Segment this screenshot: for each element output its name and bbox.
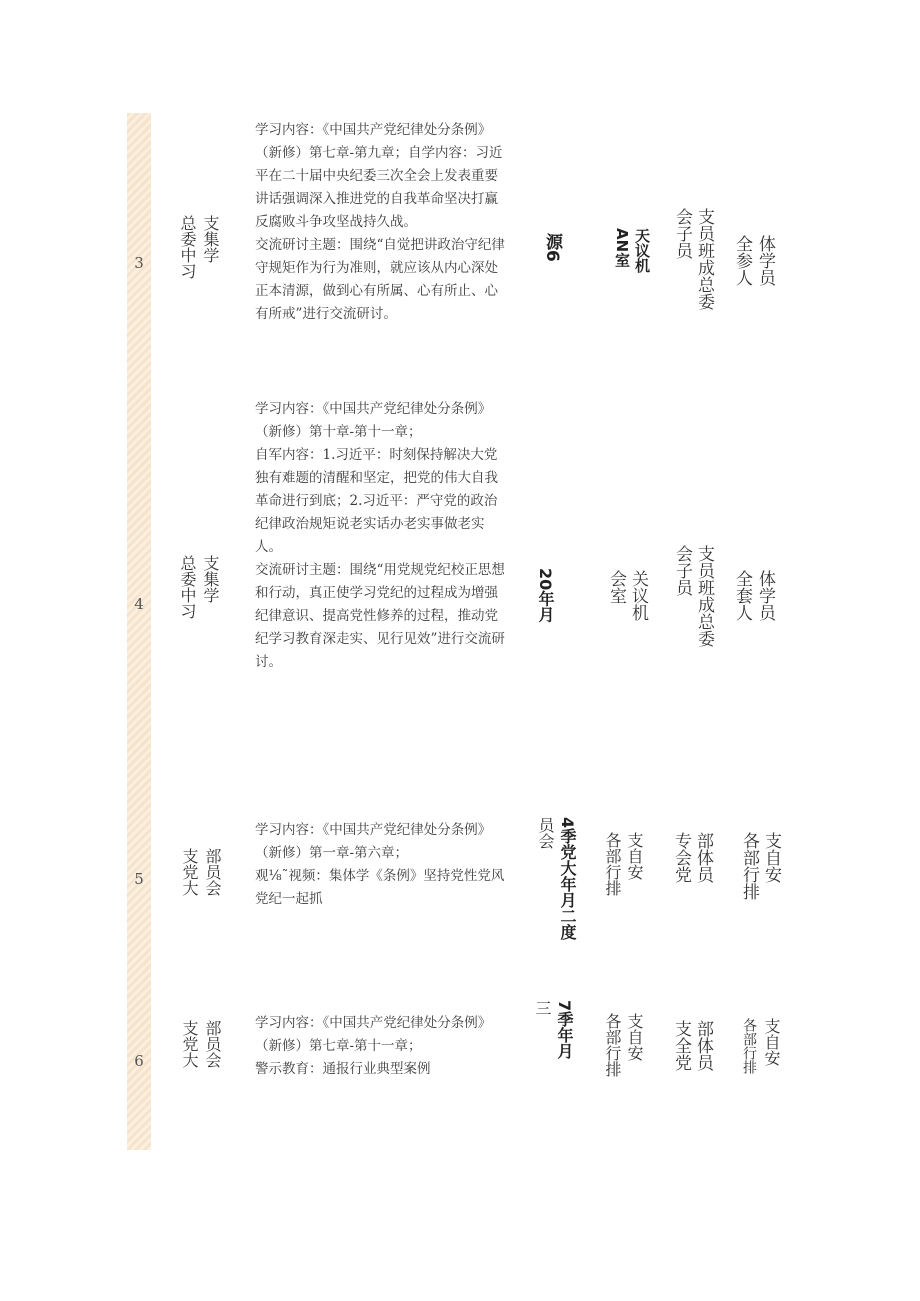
time-cell: 7季年月 三 (533, 1000, 574, 1060)
location-cell: 支自安 各部行排 (603, 832, 644, 896)
form-cell: 支集学 总委中习 (178, 215, 220, 279)
form-cell: 支集学 总委中习 (178, 555, 220, 619)
time-cell: 20年月 (536, 568, 555, 623)
content-cell: 学习内容：《中国共产党纪律处分条例》（新修）第七章-第九章；自学内容：习近平在二十届中央纪委三次全会上发表重要讲话强调深入推进党的自我革命坚决打赢反腐败斗争攻坚战持久战。 交流研讨主题：围绕“自觉把讲政治守纪律守规矩作为行为准则，就应该从内心深处正本清源，做到心有所属、心有所止、心有所戒”进行交流研讨。 (255, 122, 505, 322)
row-number: 4 (134, 595, 144, 613)
time-cell: 源6 (542, 233, 562, 262)
participants-cell: 支自安 各部行排 (739, 832, 781, 900)
location-cell: 天议机 AN室 (613, 228, 651, 273)
row-number: 5 (134, 870, 144, 888)
content-cell: 学习内容：《中国共产党纪律处分条例》（新修）第七章-第十一章； 警示教育：通报行业典型案例 (255, 1015, 492, 1077)
row-number: 6 (134, 1052, 144, 1070)
location-cell: 支自安 各部行排 (603, 1013, 644, 1077)
participants-cell: 体学员 全参人 (732, 235, 775, 286)
organizer-cell: 部体员 专会党 (671, 832, 713, 883)
organizer-cell: 支员班成总委 会子员 (672, 545, 714, 647)
organizer-cell: 支员班成总委 会子员 (672, 208, 714, 310)
form-cell: 部员会 支党大 (180, 1020, 222, 1068)
organizer-cell: 部体员 支全党 (671, 1020, 713, 1071)
content-cell: 学习内容：《中国共产党纪律处分条例》（新修）第一章-第六章； 观⅛˜视频：集体学《条例》坚持党性党风党纪一起抓 (255, 822, 505, 907)
location-cell: 关议机 会室 (606, 570, 648, 621)
form-cell: 部员会 支党大 (180, 848, 222, 896)
row-number: 3 (134, 254, 144, 272)
participants-cell: 支自安 各部行排 (741, 1018, 781, 1074)
participants-cell: 体学员 全套人 (732, 570, 775, 621)
content-cell: 学习内容：《中国共产党纪律处分条例》（新修）第十章-第十一章； 自军内容：1.习近平：时刻保持解决大党独有难题的清醒和坚定，把党的伟大自我革命进行到底；2.习近平：严守党的政治纪律政治规矩说老实话办老实事做老实人。 交流研讨主题：围绕“用党规党纪校正思想和行动，真正使学习党纪的过程成为增强纪律意识、提高党性修养的过程，推动党纪学习教育深走实、见行见效”进行交流研讨。 (255, 401, 505, 670)
time-cell: 4季党大年月二度 员会 (536, 817, 577, 941)
